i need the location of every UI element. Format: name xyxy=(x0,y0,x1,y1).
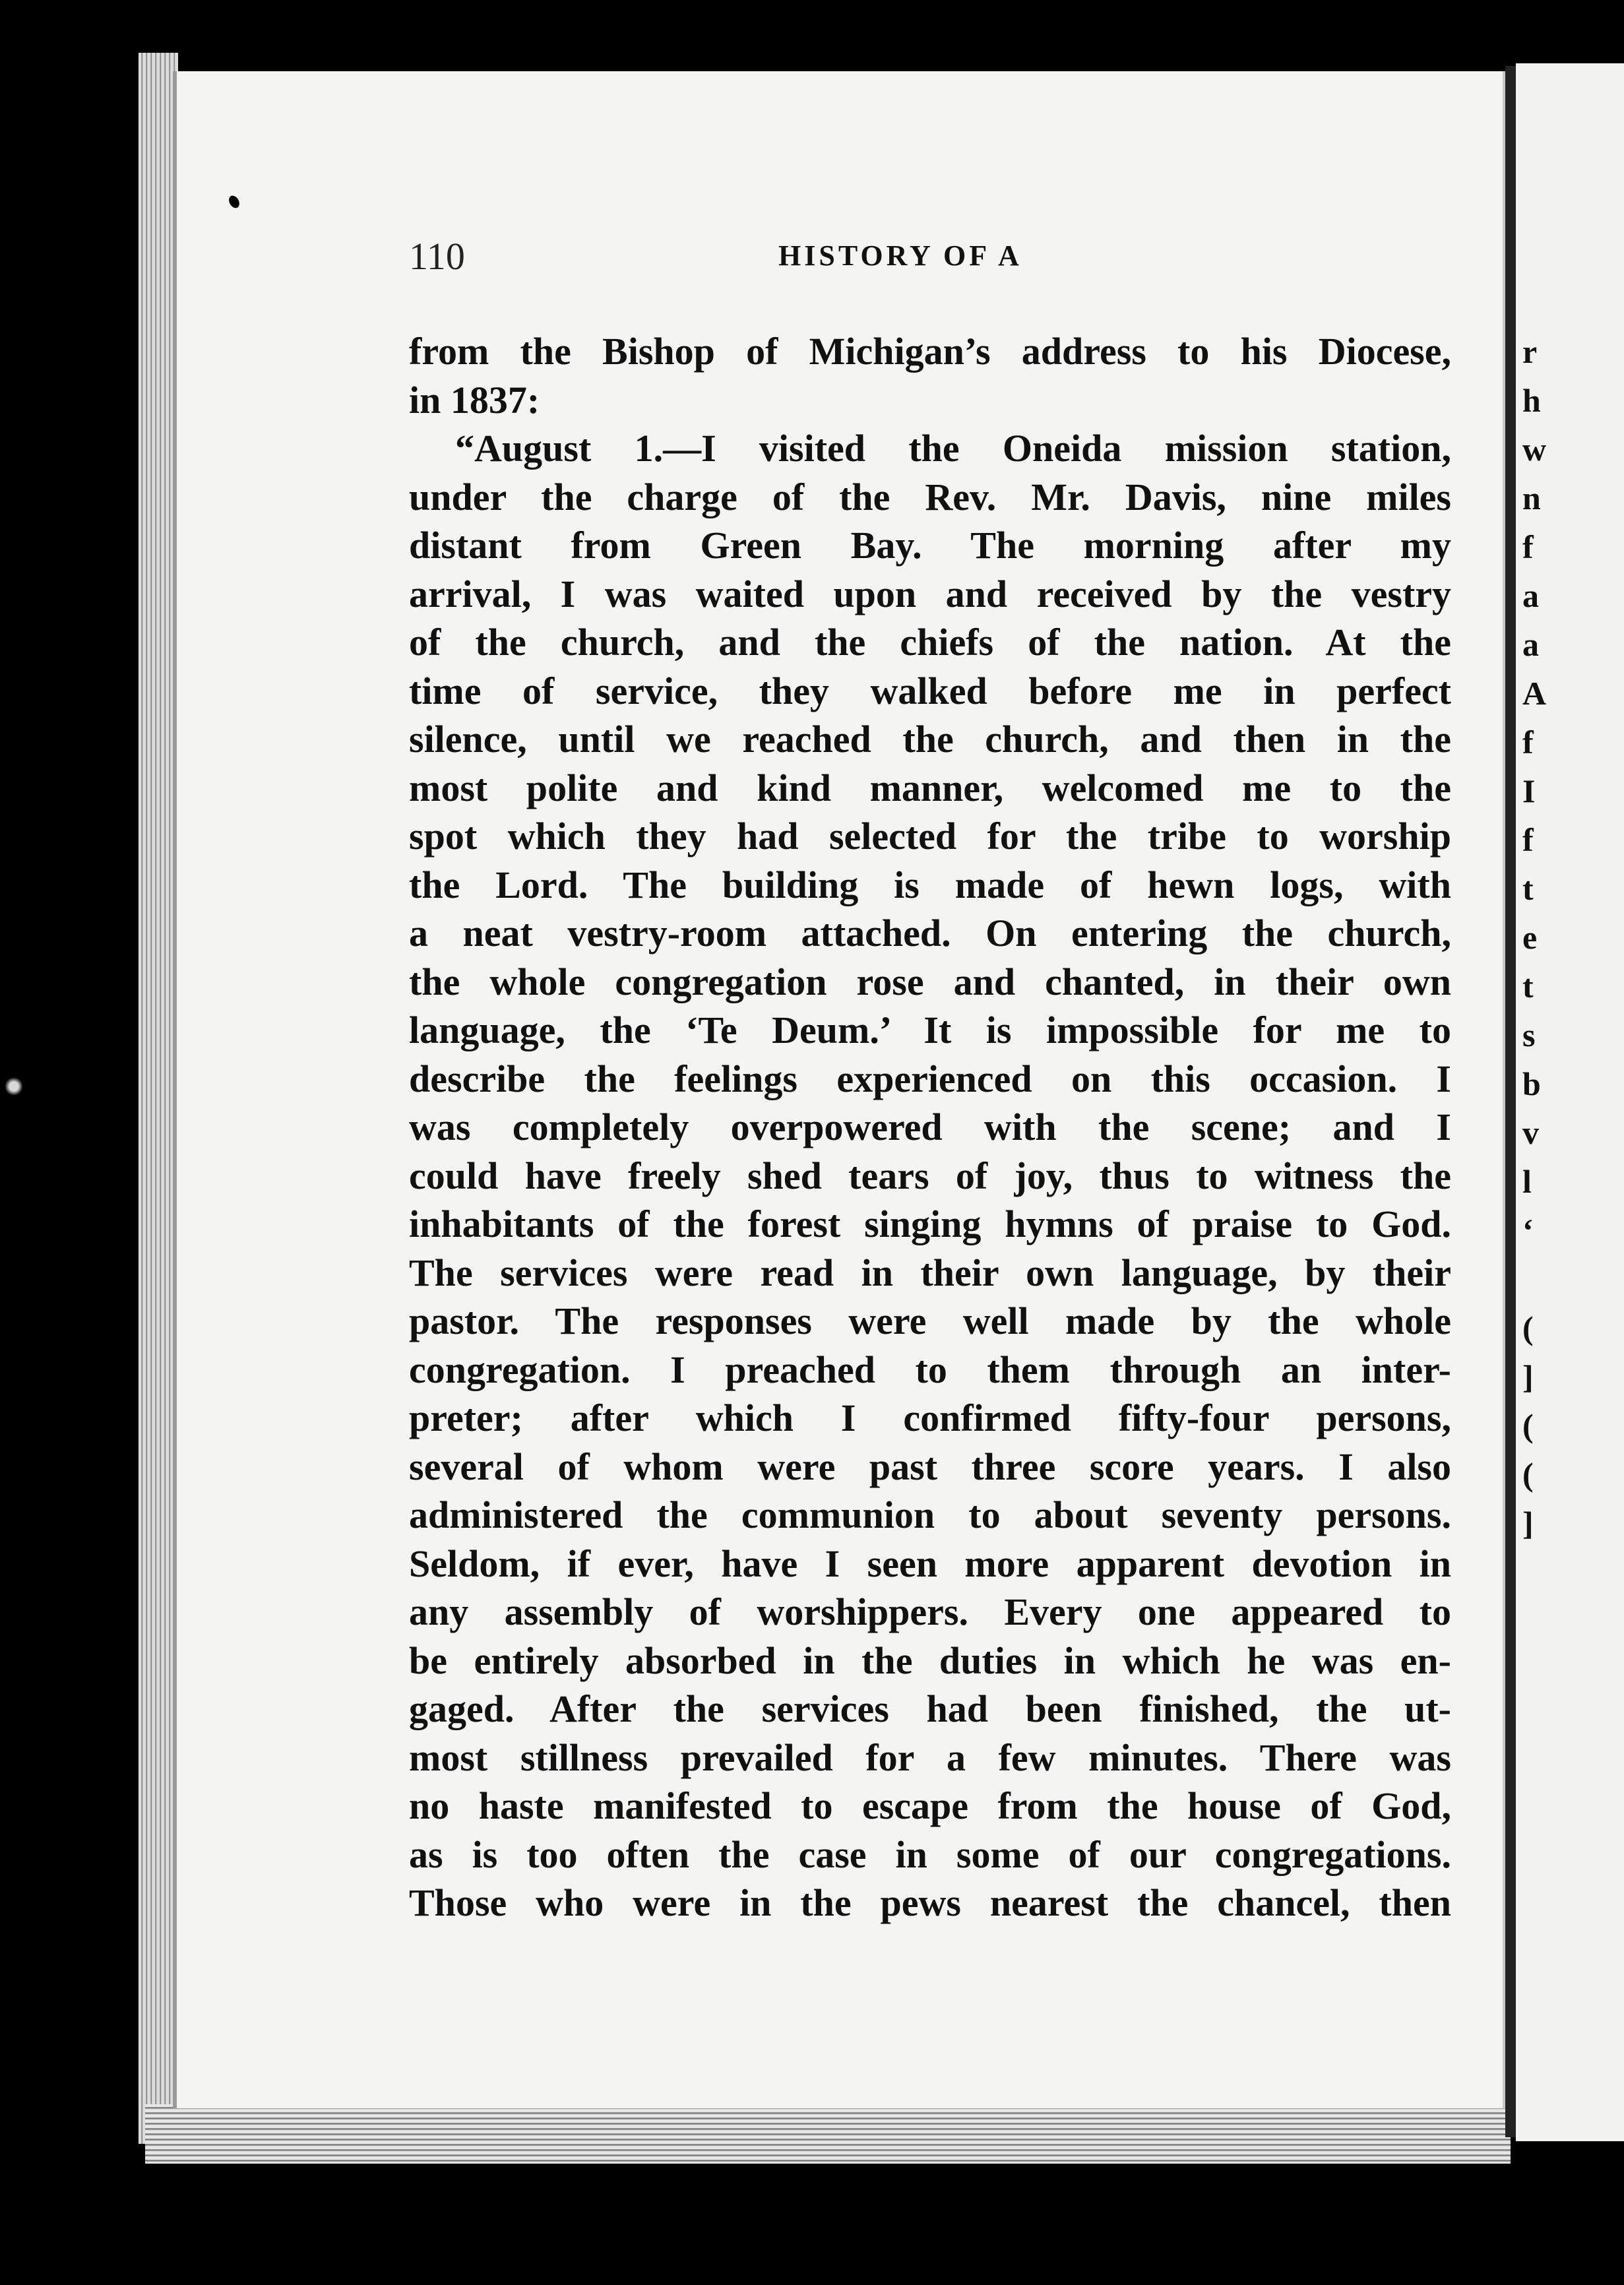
facing-page-letter: f xyxy=(1522,821,1534,858)
running-head-title: HISTORY OF A xyxy=(778,239,1022,272)
text-line: “August 1.—I visited the Oneida mission station, xyxy=(455,427,1451,470)
facing-page-letter: b xyxy=(1522,1065,1541,1102)
text-line: the whole congregation rose and chanted, in their own xyxy=(409,960,1451,1003)
text-line: congregation. I preached to them through an inter- xyxy=(409,1348,1451,1391)
text-line: gaged. After the services had been finished, the ut- xyxy=(409,1687,1451,1730)
facing-page-letter: I xyxy=(1522,772,1536,809)
text-line: Those who were in the pews nearest the chancel, then xyxy=(409,1881,1451,1924)
text-line: a neat vestry-room attached. On entering the church, xyxy=(409,912,1451,955)
facing-page-letter: t xyxy=(1522,968,1534,1005)
page-edge-stack-bottom xyxy=(145,2104,1511,2164)
text-line: silence, until we reached the church, and then in the xyxy=(409,718,1451,761)
text-line: as is too often the case in some of our congregations. xyxy=(409,1832,1451,1876)
facing-page-fragment xyxy=(1522,327,1624,1548)
facing-page-letter: e xyxy=(1522,919,1538,956)
text-line: most polite and kind manner, welcomed me to the xyxy=(409,766,1451,809)
facing-page-letter: f xyxy=(1522,528,1534,565)
margin-speck xyxy=(5,1074,22,1099)
right-page-facing xyxy=(1516,63,1624,2141)
text-line: inhabitants of the forest singing hymns of praise to God. xyxy=(409,1203,1451,1245)
facing-page-letter: r xyxy=(1522,333,1538,370)
text-line: pastor. The responses were well made by the whole xyxy=(409,1299,1451,1342)
text-line: language, the ‘Te Deum.’ It is impossible for me to xyxy=(409,1009,1451,1051)
text-line: under the charge of the Rev. Mr. Davis, nine miles xyxy=(409,475,1451,518)
page-edge-stack-left xyxy=(139,53,178,2144)
facing-page-letter: ‘ xyxy=(1522,1212,1534,1249)
text-line: distant from Green Bay. The morning after my xyxy=(409,524,1451,567)
facing-page-letter: a xyxy=(1522,626,1539,663)
facing-page-letter: t xyxy=(1522,870,1534,907)
text-line: of the church, and the chiefs of the nation. At the xyxy=(409,621,1451,664)
page-number: 110 xyxy=(409,235,465,278)
text-line: arrival, I was waited upon and received by the vestry xyxy=(409,572,1451,615)
text-line: preter; after which I confirmed fifty-four persons, xyxy=(409,1396,1451,1439)
facing-page-letter: n xyxy=(1522,480,1541,516)
text-line: was completely overpowered with the scene; and I xyxy=(409,1106,1451,1148)
facing-page-letter xyxy=(1522,1255,1624,1303)
facing-page-letter: w xyxy=(1522,431,1547,468)
text-line: could have freely shed tears of joy, thus to witness the xyxy=(409,1154,1451,1197)
text-line: describe the feelings experienced on this occasion. I xyxy=(409,1057,1451,1100)
text-line: spot which they had selected for the tribe to worship xyxy=(409,815,1451,858)
book-gutter xyxy=(1505,66,1516,2137)
facing-page-letter: h xyxy=(1522,382,1541,419)
facing-page-letter: ( xyxy=(1522,1407,1534,1444)
facing-page-letter: l xyxy=(1522,1163,1532,1200)
text-line: in 1837: xyxy=(409,378,540,422)
facing-page-letter: s xyxy=(1522,1017,1536,1053)
text-line: several of whom were past three score years. I also xyxy=(409,1445,1451,1488)
text-line: Seldom, if ever, have I seen more apparent devotion in xyxy=(409,1542,1451,1585)
facing-page-letter: A xyxy=(1522,675,1547,712)
text-line: most stillness prevailed for a few minutes. There was xyxy=(409,1736,1451,1779)
text-line: no haste manifested to escape from the house of God, xyxy=(409,1784,1451,1827)
facing-page-letter: ( xyxy=(1522,1309,1534,1346)
body-text xyxy=(409,327,1451,1927)
text-line: time of service, they walked before me in perfect xyxy=(409,669,1451,712)
text-line: the Lord. The building is made of hewn logs, with xyxy=(409,863,1451,906)
facing-page-letter: a xyxy=(1522,577,1539,614)
facing-page-letter: ] xyxy=(1522,1358,1534,1395)
text-line: any assembly of worshippers. Every one appeared to xyxy=(409,1590,1451,1633)
text-line: from the Bishop of Michigan’s address to his Diocese, xyxy=(409,330,1451,373)
facing-page-letter: ( xyxy=(1522,1456,1534,1493)
facing-page-letter: v xyxy=(1522,1114,1539,1151)
text-line: administered the communion to about seventy persons. xyxy=(409,1493,1451,1536)
facing-page-letter: f xyxy=(1522,724,1534,761)
text-line: The services were read in their own language, by their xyxy=(409,1251,1451,1294)
text-line: be entirely absorbed in the duties in which he was en- xyxy=(409,1639,1451,1682)
facing-page-letter: ] xyxy=(1522,1505,1534,1542)
